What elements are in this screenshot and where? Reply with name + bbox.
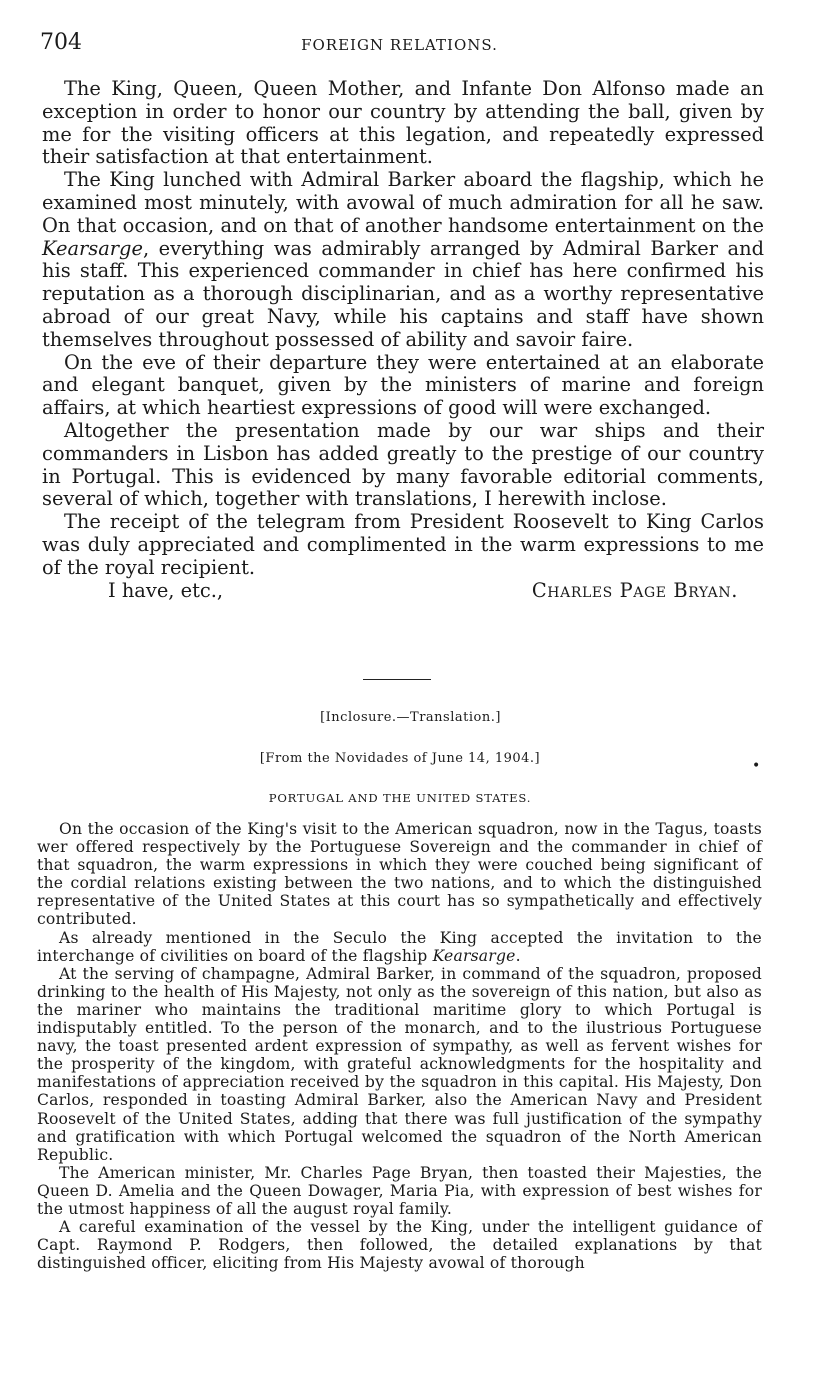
paragraph-text: The King lunched with Admiral Barker aboard the flagship, which he examined most minutely, with avowal of much admiration for all he saw. On that occasion, and on that of another handsome entertainment on the: [42, 168, 764, 237]
print-speck: •: [752, 758, 761, 774]
inclosure-source: [From the Novidades of June 14, 1904.]: [259, 751, 541, 766]
paragraph-text: .: [515, 946, 521, 965]
ship-name: Kearsarge: [42, 236, 143, 260]
letter-paragraph: The King, Queen, Queen Mother, and Infante Don Alfonso made an exception in order to honor our country by attending the ball, given by me for the visiting officers at this legation, and repeatedly expressed their satisfaction at that entertainment.: [42, 77, 764, 169]
inclosure-label: [Inclosure.—Translation.]: [320, 710, 501, 725]
letter-signoff: [42, 580, 764, 603]
inclosure-body: [37, 820, 762, 1272]
inclosure-paragraph: A careful examination of the vessel by the King, under the intelligent guidance of Capt. Raymond P. Rodgers, then followed, the detailed explanations by that distinguished officer, eliciting from His Majesty avowal of thorough: [37, 1218, 762, 1273]
inclosure-title: PORTUGAL AND THE UNITED STATES.: [268, 791, 532, 805]
signature: Charles Page Bryan.: [531, 578, 738, 602]
paragraph-text: , everything was admirably arranged by Admiral Barker and his staff. This experienced commander in chief has here confirmed his reputation as a thorough disciplinarian, and as a worthy representative abroad of our great Navy, while his captains and staff have shown themselves throughout possessed of ability and savoir faire.: [42, 236, 764, 351]
inclosure-paragraph: The American minister, Mr. Charles Page Bryan, then toasted their Majesties, the Queen D. Amelia and the Queen Dowager, Maria Pia, with expression of best wishes for the utmost happiness of all the august royal family.: [37, 1163, 762, 1218]
paragraph-text: As already mentioned in the Seculo the King accepted the invitation to the interchange of civilities on board of the flagship: [37, 928, 762, 965]
section-divider: [363, 679, 431, 680]
letter-paragraph: [42, 169, 764, 351]
inclosure-paragraph: [37, 929, 762, 965]
letter-paragraph: On the eve of their departure they were entertained at an elaborate and elegant banquet, given by the ministers of marine and foreign affairs, at which heartiest expressions of good will were exchanged.: [42, 350, 764, 420]
closing-phrase: I have, etc.,: [108, 578, 224, 602]
letter-body: [42, 78, 764, 603]
inclosure-paragraph: At the serving of champagne, Admiral Barker, in command of the squadron, proposed drinking to the health of His Majesty, not only as the sovereign of this nation, but also as the mariner who maintains the traditional maritime glory to which Portugal is indisputably entitled. To the person of the monarch, and to the ilustrious Portuguese navy, the toast presented ardent expression of sympathy, as well as fervent wishes for the prosperity of the kingdom, with grateful acknowledgments for the hospitality and manifestations of appreciation received by the squadron in this capital. His Majesty, Don Carlos, responded in toasting Admiral Barker, also the American Navy and President Roosevelt of the United States, adding that there was full justification of the sympathy and gratification with which Portugal welcomed the squadron of the North American Republic.: [37, 964, 762, 1164]
page-header: [40, 30, 759, 60]
page-number: 704: [40, 30, 82, 55]
running-head: FOREIGN RELATIONS.: [301, 36, 498, 54]
letter-paragraph: The receipt of the telegram from President Roosevelt to King Carlos was duly appreciated and complimented in the warm expressions to me of the royal recipient.: [42, 510, 764, 579]
inclosure-paragraph: On the occasion of the King's visit to the American squadron, now in the Tagus, toasts wer offered respectively by the Portuguese Sovereign and the commander in chief of that squadron, the warm expressions in which they were couched being significant of the cordial relations existing between the two nations, and to which the distinguished representative of the United States at this court has so sympathetically and effectively contributed.: [37, 820, 762, 929]
letter-paragraph: Altogether the presentation made by our war ships and their commanders in Lisbon has added greatly to the prestige of our country in Portugal. This is evidenced by many favorable editorial comments, several of which, together with translations, I herewith inclose.: [42, 418, 764, 511]
ship-name: Kearsarge: [432, 946, 516, 965]
